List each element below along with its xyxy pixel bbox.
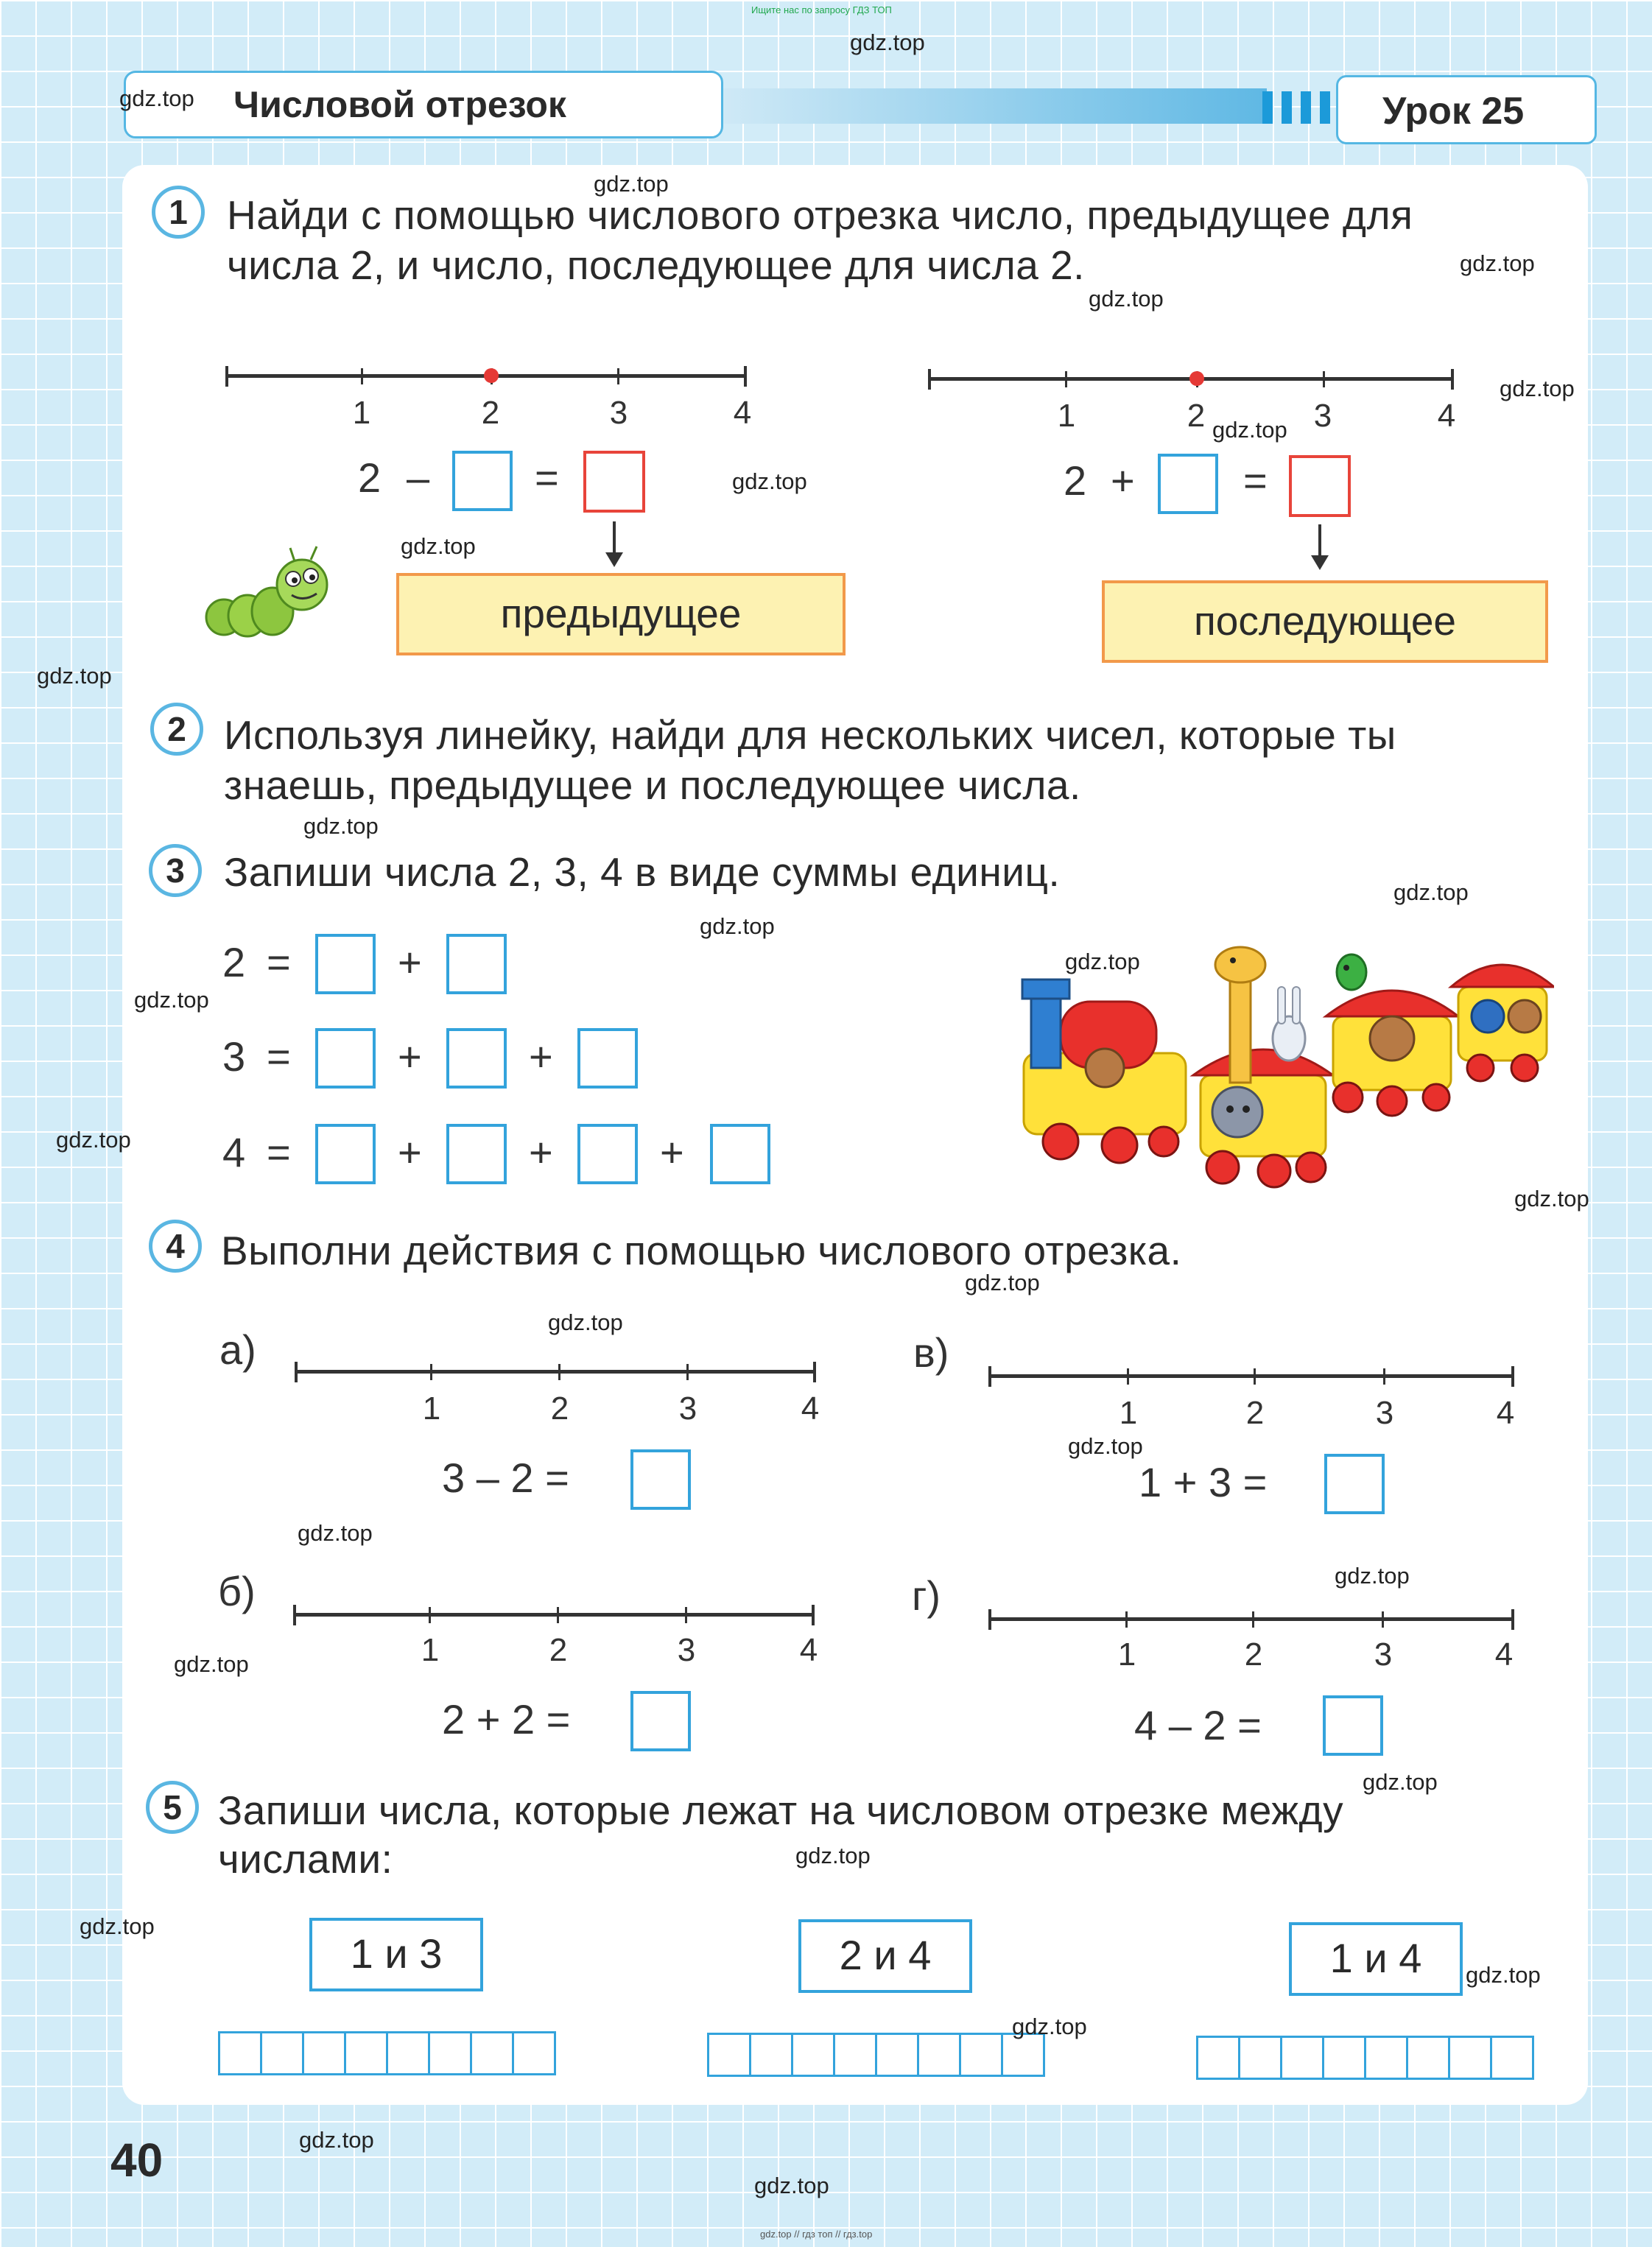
number-line-tick xyxy=(988,1366,991,1387)
number-line-tick xyxy=(1383,1368,1385,1385)
sum-plus: + xyxy=(398,1033,422,1080)
number-line-tick xyxy=(1451,369,1454,390)
tick-label: 1 xyxy=(1119,1395,1138,1431)
number-line-tick xyxy=(1254,1368,1256,1385)
expr-operator: + xyxy=(1111,457,1135,504)
tick-label: 1 xyxy=(352,395,371,431)
task-1-text-line-2: числа 2, и число, последующее для числа 2. xyxy=(227,242,1085,288)
tick-label: 2 xyxy=(1244,1636,1263,1673)
answer-box[interactable] xyxy=(452,451,513,511)
answer-box-red[interactable] xyxy=(1289,455,1351,517)
expr-equals: = xyxy=(535,454,559,501)
number-line-tick xyxy=(225,366,228,387)
tick-label: 3 xyxy=(1375,1395,1394,1431)
number-line-tick xyxy=(686,1364,689,1380)
number-line-tick xyxy=(685,1607,687,1623)
tick-label: 4 xyxy=(799,1632,818,1668)
answer-box[interactable] xyxy=(315,1028,376,1089)
tick-label: 2 xyxy=(1245,1395,1265,1431)
number-line-tick xyxy=(1127,1368,1129,1385)
number-line-tick xyxy=(558,1364,560,1380)
number-line-tick xyxy=(928,369,931,390)
watermark: gdz.top xyxy=(1393,879,1469,905)
tick-label: 1 xyxy=(1117,1636,1136,1673)
caterpillar-illustration xyxy=(199,544,346,647)
answer-cells-2[interactable] xyxy=(707,2033,1045,2077)
watermark: gdz.top xyxy=(850,29,925,55)
number-line-tick xyxy=(1252,1611,1254,1628)
number-line xyxy=(990,1374,1514,1378)
answer-box[interactable] xyxy=(630,1691,691,1751)
tick-label: 2 xyxy=(1187,398,1206,434)
tick-label: 3 xyxy=(1313,398,1332,434)
answer-box[interactable] xyxy=(446,1028,507,1089)
answer-box[interactable] xyxy=(1158,454,1218,514)
watermark: gdz.top xyxy=(1212,417,1287,443)
number-line-tick xyxy=(1065,371,1067,387)
arrow-down xyxy=(1318,524,1321,557)
header-stripe xyxy=(1262,91,1273,124)
page-number: 40 xyxy=(110,2134,164,2187)
answer-box[interactable] xyxy=(577,1028,638,1089)
number-line-tick xyxy=(361,368,363,384)
watermark: gdz.top xyxy=(548,1309,623,1335)
answer-box[interactable] xyxy=(446,934,507,994)
top-note: Ищите нас по запросу ГДЗ ТОП xyxy=(751,4,892,15)
part-letter-v: в) xyxy=(913,1329,949,1376)
header-stripe xyxy=(1282,91,1292,124)
number-line-tick xyxy=(1511,1609,1514,1630)
tick-label: 2 xyxy=(550,1390,569,1427)
expression: 4 – 2 = xyxy=(1134,1702,1262,1748)
point-2-marker xyxy=(1189,371,1204,386)
sum-number: 3 xyxy=(222,1033,246,1080)
expr-number: 2 xyxy=(358,454,382,501)
sum-plus: + xyxy=(398,939,422,985)
watermark: gdz.top xyxy=(119,85,194,111)
watermark: gdz.top xyxy=(1089,286,1164,312)
tick-label: 2 xyxy=(549,1632,568,1668)
expression: 2 + 2 = xyxy=(442,1696,571,1743)
expr-equals: = xyxy=(1243,457,1268,504)
sum-number: 2 xyxy=(222,939,246,985)
watermark: gdz.top xyxy=(134,987,209,1013)
number-line-tick xyxy=(617,368,619,384)
task-number-2: 2 xyxy=(150,703,203,756)
task-4-text: Выполни действия с помощью числового отрезка. xyxy=(221,1228,1182,1273)
answer-box[interactable] xyxy=(1323,1695,1383,1756)
answer-box[interactable] xyxy=(315,1124,376,1184)
watermark: gdz.top xyxy=(700,913,775,939)
header-stripe xyxy=(1301,91,1311,124)
tick-label: 3 xyxy=(678,1390,697,1427)
tick-label: 4 xyxy=(1437,398,1456,434)
answer-box-red[interactable] xyxy=(583,451,645,513)
part-letter-b: б) xyxy=(218,1568,256,1614)
watermark: gdz.top xyxy=(594,171,669,197)
label-previous: предыдущее xyxy=(396,573,846,655)
watermark: gdz.top xyxy=(303,813,379,839)
watermark: gdz.top xyxy=(1012,2014,1087,2039)
pair-box-2-4: 2 и 4 xyxy=(798,1919,972,1993)
tick-label: 4 xyxy=(1494,1636,1514,1673)
watermark: gdz.top xyxy=(298,1520,373,1546)
title-box xyxy=(124,71,723,138)
tick-label: 1 xyxy=(421,1632,440,1668)
answer-box[interactable] xyxy=(710,1124,770,1184)
watermark: gdz.top xyxy=(754,2173,829,2198)
arrow-down xyxy=(613,521,616,554)
answer-box[interactable] xyxy=(446,1124,507,1184)
lesson-box xyxy=(1336,75,1597,144)
task-number-5: 5 xyxy=(146,1781,199,1834)
sum-equals: = xyxy=(267,1129,291,1175)
watermark: gdz.top xyxy=(1065,949,1140,974)
task-2-text-line-1: Используя линейку, найди для нескольких чисел, которые ты xyxy=(224,712,1396,758)
sum-number: 4 xyxy=(222,1129,246,1175)
task-5-text-line-1: Запиши числа, которые лежат на числовом отрезке между xyxy=(218,1787,1344,1833)
label-next: последующее xyxy=(1102,580,1548,663)
number-line-tick xyxy=(295,1362,298,1382)
sum-plus: + xyxy=(529,1033,553,1080)
sum-plus: + xyxy=(660,1129,684,1175)
watermark: gdz.top xyxy=(1466,1962,1541,1988)
pair-box-1-4: 1 и 4 xyxy=(1289,1922,1463,1996)
answer-box[interactable] xyxy=(1324,1454,1385,1514)
watermark: gdz.top xyxy=(174,1651,249,1677)
tick-label: 1 xyxy=(422,1390,441,1427)
task-2-text-line-2: знаешь, предыдущее и последующее числа. xyxy=(224,762,1081,808)
answer-cells-3[interactable] xyxy=(1196,2036,1534,2080)
sum-equals: = xyxy=(267,939,291,985)
tick-label: 1 xyxy=(1057,398,1076,434)
tick-label: 4 xyxy=(1496,1395,1515,1431)
number-line-tick xyxy=(1125,1611,1128,1628)
part-letter-g: г) xyxy=(912,1572,941,1619)
watermark: gdz.top xyxy=(1335,1563,1410,1589)
number-line-tick xyxy=(429,1607,431,1623)
sum-plus: + xyxy=(398,1129,422,1175)
number-line-tick xyxy=(744,366,747,387)
header-stripe xyxy=(1320,91,1330,124)
number-line-tick xyxy=(813,1362,816,1382)
number-line-tick xyxy=(1382,1611,1384,1628)
answer-box[interactable] xyxy=(315,934,376,994)
task-number-3: 3 xyxy=(149,844,202,897)
expr-operator: – xyxy=(407,454,430,501)
watermark: gdz.top xyxy=(401,533,476,559)
header-bar xyxy=(723,88,1267,124)
tick-label: 3 xyxy=(609,395,628,431)
number-line-tick xyxy=(812,1605,815,1625)
number-line xyxy=(296,1370,816,1374)
watermark: gdz.top xyxy=(80,1913,155,1939)
expr-number: 2 xyxy=(1064,457,1087,504)
watermark: gdz.top xyxy=(56,1127,131,1153)
watermark: gdz.top xyxy=(965,1270,1040,1295)
sum-equals: = xyxy=(267,1033,291,1080)
lesson-label: Урок 25 xyxy=(1382,90,1525,133)
number-line-tick xyxy=(293,1605,296,1625)
point-2-marker xyxy=(484,368,499,383)
arrow-head xyxy=(1311,555,1329,570)
watermark: gdz.top xyxy=(1514,1186,1589,1212)
number-line-tick xyxy=(557,1607,559,1623)
bottom-note: gdz.top // гдз топ // гдз.top xyxy=(760,2229,873,2240)
number-line-tick xyxy=(430,1364,432,1380)
watermark: gdz.top xyxy=(1068,1433,1143,1459)
expression: 3 – 2 = xyxy=(442,1455,569,1501)
watermark: gdz.top xyxy=(299,2127,374,2153)
task-3-text: Запиши числа 2, 3, 4 в виде суммы единиц. xyxy=(224,849,1061,895)
expression: 1 + 3 = xyxy=(1139,1459,1268,1505)
number-line-tick xyxy=(988,1609,991,1630)
watermark: gdz.top xyxy=(1500,376,1575,401)
arrow-head xyxy=(605,552,623,567)
tick-label: 3 xyxy=(1374,1636,1393,1673)
watermark: gdz.top xyxy=(1363,1769,1438,1795)
watermark: gdz.top xyxy=(37,663,112,689)
number-line-tick xyxy=(1511,1366,1514,1387)
tick-label: 4 xyxy=(801,1390,820,1427)
page-title: Числовой отрезок xyxy=(233,84,566,125)
number-line-tick xyxy=(1323,371,1325,387)
task-5-text-line-2: числами: xyxy=(218,1836,393,1882)
pair-box-1-3: 1 и 3 xyxy=(309,1918,483,1991)
watermark: gdz.top xyxy=(795,1843,871,1868)
part-letter-a: а) xyxy=(219,1326,256,1373)
task-number-4: 4 xyxy=(149,1220,202,1273)
number-line xyxy=(295,1613,815,1617)
answer-box[interactable] xyxy=(577,1124,638,1184)
sum-plus: + xyxy=(529,1129,553,1175)
task-number-1: 1 xyxy=(152,186,205,239)
answer-box[interactable] xyxy=(630,1449,691,1510)
tick-label: 4 xyxy=(733,395,752,431)
task-1-text-line-1: Найди с помощью числового отрезка число, предыдущее для xyxy=(227,192,1413,238)
answer-cells-1[interactable] xyxy=(218,2031,556,2075)
watermark: gdz.top xyxy=(1460,250,1535,276)
tick-label: 3 xyxy=(677,1632,696,1668)
tick-label: 2 xyxy=(481,395,500,431)
watermark: gdz.top xyxy=(732,468,807,494)
